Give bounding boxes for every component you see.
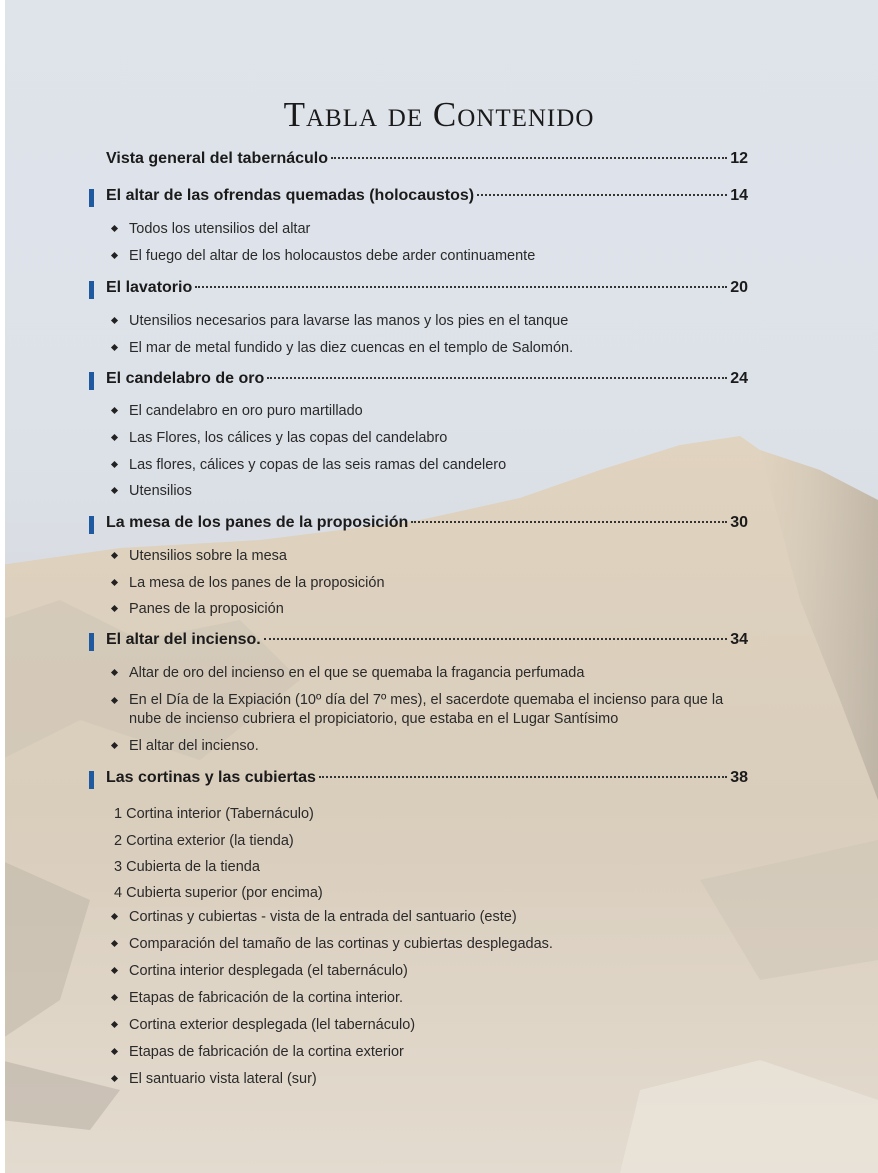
- list-item-text: Las flores, cálices y copas de las seis ramas del candelero: [129, 457, 507, 473]
- bullet-icon: [111, 1021, 118, 1028]
- list-item[interactable]: [112, 600, 284, 619]
- list-item[interactable]: [112, 247, 535, 266]
- section-marker: [89, 633, 94, 651]
- list-item-text: Cortinas y cubiertas - vista de la entrada del santuario (este): [129, 909, 517, 925]
- toc-entry-title: El lavatorio: [106, 279, 193, 296]
- section-marker: [89, 281, 94, 299]
- toc-page-number: 38: [730, 769, 748, 786]
- page-edge: [0, 0, 5, 1173]
- bullet-icon: [111, 940, 118, 947]
- toc-entry[interactable]: [106, 187, 748, 209]
- list-item-text: Cortina exterior desplegada (lel tabernáculo): [129, 1017, 416, 1033]
- list-item-text: En el Día de la Expiación (10º día del 7º mes), el sacerdote quemaba el incienso para que la nube de incienso cubriera el propiciatorio, que estaba en el Lugar Santísimo: [129, 692, 724, 727]
- bullet-icon: [111, 669, 118, 676]
- bullet-icon: [111, 552, 118, 559]
- list-item-text: El mar de metal fundido y las diez cuencas en el templo de Salomón.: [129, 340, 574, 356]
- list-item[interactable]: [112, 1043, 404, 1062]
- list-item[interactable]: [112, 1016, 415, 1035]
- list-item-text: Utensilios: [129, 483, 192, 499]
- bullet-icon: [111, 579, 118, 586]
- toc-entry-title: El altar de las ofrendas quemadas (holocaustos): [106, 187, 475, 204]
- list-item-text: La mesa de los panes de la proposición: [129, 575, 385, 591]
- toc-entry-title: Vista general del tabernáculo: [106, 150, 329, 167]
- list-item[interactable]: [112, 456, 506, 475]
- list-item-text: Panes de la proposición: [129, 601, 284, 617]
- list-item-text: El fuego del altar de los holocaustos debe arder continuamente: [129, 248, 536, 264]
- list-item[interactable]: [112, 220, 310, 239]
- toc-entry[interactable]: [106, 279, 748, 301]
- list-item-text: Etapas de fabricación de la cortina exterior: [129, 1044, 404, 1060]
- toc-page-number: 20: [730, 279, 748, 296]
- list-item[interactable]: [112, 737, 259, 756]
- list-item[interactable]: [112, 482, 192, 501]
- dot-leader: [319, 776, 727, 778]
- bullet-icon: [111, 605, 118, 612]
- toc-page-number: 12: [730, 150, 748, 167]
- dot-leader: [267, 377, 727, 379]
- bullet-icon: [111, 913, 118, 920]
- list-item[interactable]: [112, 691, 752, 729]
- list-item-text: Etapas de fabricación de la cortina interior.: [129, 990, 404, 1006]
- toc-entry[interactable]: [106, 514, 748, 536]
- list-item[interactable]: [112, 962, 408, 981]
- bullet-icon: [111, 317, 118, 324]
- list-item[interactable]: [112, 664, 584, 683]
- list-item[interactable]: [112, 547, 287, 566]
- bullet-icon: [111, 1075, 118, 1082]
- bullet-icon: [111, 225, 118, 232]
- bullet-icon: [111, 252, 118, 259]
- toc-entry[interactable]: [106, 769, 748, 791]
- numbered-item[interactable]: 2 Cortina exterior (la tienda): [114, 833, 294, 849]
- list-item-text: Las Flores, los cálices y las copas del candelabro: [129, 430, 448, 446]
- dot-leader: [195, 286, 727, 288]
- toc-page-number: 14: [730, 187, 748, 204]
- section-marker: [89, 372, 94, 390]
- bullet-icon: [111, 344, 118, 351]
- toc-entry[interactable]: [106, 370, 748, 392]
- toc-entry[interactable]: [106, 631, 748, 653]
- numbered-item[interactable]: 3 Cubierta de la tienda: [114, 859, 260, 875]
- dot-leader: [411, 521, 727, 523]
- page-title: Tabla de Contenido: [283, 95, 595, 135]
- list-item-text: El altar del incienso.: [129, 738, 259, 754]
- bullet-icon: [111, 461, 118, 468]
- list-item-text: Cortina interior desplegada (el tabernáculo): [129, 963, 408, 979]
- toc-page-number: 30: [730, 514, 748, 531]
- list-item[interactable]: [112, 1070, 317, 1089]
- bullet-icon: [111, 967, 118, 974]
- bullet-icon: [111, 697, 118, 704]
- toc-entry-title: La mesa de los panes de la proposición: [106, 514, 409, 531]
- list-item-text: Todos los utensilios del altar: [129, 221, 311, 237]
- list-item-text: Utensilios necesarios para lavarse las manos y los pies en el tanque: [129, 313, 569, 329]
- toc-entry-title: El altar del incienso.: [106, 631, 261, 648]
- list-item[interactable]: [112, 989, 403, 1008]
- toc-entry[interactable]: [106, 150, 748, 172]
- list-item[interactable]: [112, 402, 363, 421]
- dot-leader: [331, 157, 727, 159]
- numbered-item[interactable]: 1 Cortina interior (Tabernáculo): [114, 806, 314, 822]
- list-item[interactable]: [112, 429, 447, 448]
- list-item-text: El santuario vista lateral (sur): [129, 1071, 317, 1087]
- list-item[interactable]: [112, 312, 568, 331]
- list-item-text: Comparación del tamaño de las cortinas y cubiertas desplegadas.: [129, 936, 553, 952]
- bullet-icon: [111, 487, 118, 494]
- dot-leader: [477, 194, 727, 196]
- toc-entry-title: El candelabro de oro: [106, 370, 265, 387]
- list-item[interactable]: [112, 339, 573, 358]
- list-item-text: El candelabro en oro puro martillado: [129, 403, 363, 419]
- section-marker: [89, 771, 94, 789]
- list-item[interactable]: [112, 935, 553, 954]
- dot-leader: [264, 638, 727, 640]
- list-item-text: Altar de oro del incienso en el que se quemaba la fragancia perfumada: [129, 665, 585, 681]
- list-item-text: Utensilios sobre la mesa: [129, 548, 287, 564]
- list-item[interactable]: [112, 574, 385, 593]
- section-marker: [89, 189, 94, 207]
- bullet-icon: [111, 434, 118, 441]
- toc-page-number: 34: [730, 631, 748, 648]
- bullet-icon: [111, 994, 118, 1001]
- bullet-icon: [111, 742, 118, 749]
- bullet-icon: [111, 1048, 118, 1055]
- toc-entry-title: Las cortinas y las cubiertas: [106, 769, 316, 786]
- bullet-icon: [111, 407, 118, 414]
- toc-page-number: 24: [730, 370, 748, 387]
- section-marker: [89, 516, 94, 534]
- list-item[interactable]: [112, 908, 517, 927]
- numbered-item[interactable]: 4 Cubierta superior (por encima): [114, 885, 323, 901]
